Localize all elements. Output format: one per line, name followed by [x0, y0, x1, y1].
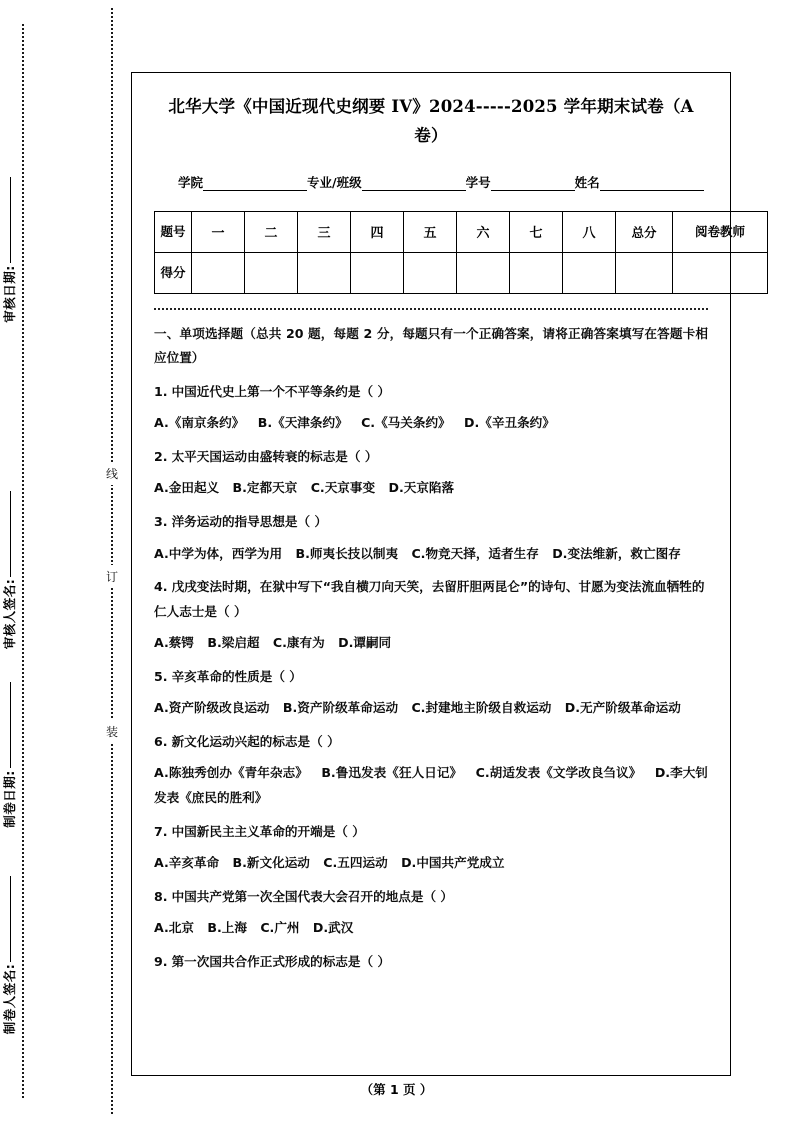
question-number-2: 2. [154, 448, 168, 464]
option-4-c[interactable]: C.康有为 [272, 635, 325, 651]
option-8-a[interactable]: A.北京 [154, 920, 194, 936]
option-1-a[interactable]: A.《南京条约》 [154, 415, 245, 431]
question-stem-6 [154, 730, 708, 755]
option-5-d[interactable]: D.无产阶级革命运动 [564, 700, 681, 716]
question-number-3: 3. [154, 514, 168, 530]
option-6-d[interactable]: D.李大钊发表《庶民的胜利》 [154, 765, 708, 805]
margin-note-rule [10, 682, 11, 768]
question-text-1: 中国近代史上第一个不平等条约是（ ） [171, 383, 391, 399]
seam-char-bind: 订 [103, 565, 121, 588]
question-number-1: 1. [154, 383, 168, 399]
question-options-4 [154, 631, 708, 656]
score-col-8: 八 [563, 211, 616, 252]
question-stem-4 [154, 575, 708, 624]
score-col-3: 三 [298, 211, 351, 252]
student-id-label: 学号 [465, 174, 491, 190]
option-1-b[interactable]: B.《天津条约》 [257, 415, 348, 431]
option-5-c[interactable]: C.封建地主阶级自救运动 [411, 700, 552, 716]
option-2-d[interactable]: D.天京陷落 [388, 480, 455, 496]
name-field[interactable] [575, 173, 704, 191]
question-number-9: 9. [154, 953, 168, 969]
option-2-a[interactable]: A.金田起义 [154, 480, 220, 496]
score-col-6: 六 [457, 211, 510, 252]
score-col-1: 一 [192, 211, 245, 252]
option-5-b[interactable]: B.资产阶级革命运动 [282, 700, 399, 716]
score-cell-4[interactable] [351, 252, 404, 293]
question-text-2: 太平天国运动由盛转衰的标志是（ ） [171, 448, 378, 464]
option-3-a[interactable]: A.中学为体，西学为用 [154, 545, 283, 561]
student-identity-line [154, 173, 708, 191]
option-8-c[interactable]: C.广州 [260, 920, 300, 936]
student-id-blank[interactable] [491, 177, 575, 191]
seam-char-pack: 装 [103, 720, 121, 743]
page-footer: （第 1 页 ） [360, 1082, 433, 1097]
table-row-question-numbers [155, 211, 768, 252]
option-7-a[interactable]: A.辛亥革命 [154, 855, 220, 871]
question-options-5 [154, 696, 708, 721]
question-text-9: 第一次国共合作正式形成的标志是（ ） [171, 953, 391, 969]
student-id-field[interactable] [466, 173, 575, 191]
question-options-8 [154, 916, 708, 941]
inner-dotted-rule [111, 8, 113, 1114]
college-label: 学院 [178, 174, 204, 190]
option-7-d[interactable]: D.中国共产党成立 [401, 855, 505, 871]
section-heading: 一、单项选择题（总共 20 题，每题 2 分，每题只有一个正确答案，请将正确答案填写在答题卡相应位置） [154, 325, 708, 366]
option-5-a[interactable]: A.资产阶级改良运动 [154, 700, 270, 716]
question-number-7: 7. [154, 823, 168, 839]
section-separator [154, 308, 708, 310]
option-6-b[interactable]: B.鲁迅发表《狂人日记》 [321, 765, 463, 781]
score-cell-5[interactable] [404, 252, 457, 293]
option-7-c[interactable]: C.五四运动 [323, 855, 388, 871]
margin-note-rule [10, 491, 11, 577]
score-col-7: 七 [510, 211, 563, 252]
question-text-4: 戊戌变法时期，在狱中写下“我自横刀向天笑，去留肝胆两昆仑”的诗句、甘愿为变法流血牺牲的仁人志士是（ ） [154, 579, 705, 619]
score-col-4: 四 [351, 211, 404, 252]
question-number-6: 6. [154, 733, 168, 749]
question-text-5: 辛亥革命的性质是（ ） [171, 668, 302, 684]
question-options-2 [154, 476, 708, 501]
question-options-1 [154, 411, 708, 436]
margin-note-rule [10, 177, 11, 263]
question-options-6 [154, 761, 708, 810]
question-text-8: 中国共产党第一次全国代表大会召开的地点是（ ） [171, 888, 454, 904]
question-stem-5 [154, 665, 708, 690]
margin-note-label: 审核日期: [2, 265, 17, 323]
score-cell-1[interactable] [192, 252, 245, 293]
score-cell-2[interactable] [245, 252, 298, 293]
option-2-b[interactable]: B.定都天京 [232, 480, 298, 496]
college-blank[interactable] [203, 177, 307, 191]
question-options-7 [154, 851, 708, 876]
score-cell-total[interactable] [616, 252, 673, 293]
margin-note-review-date [0, 120, 18, 380]
question-stem-3 [154, 510, 708, 535]
margin-note-label: 制卷日期: [2, 770, 17, 828]
college-field[interactable] [178, 173, 307, 191]
major-class-blank[interactable] [362, 177, 466, 191]
option-3-c[interactable]: C.物竞天择，适者生存 [411, 545, 539, 561]
question-options-3 [154, 542, 708, 567]
score-table [154, 211, 768, 294]
score-col-2: 二 [245, 211, 298, 252]
seam-char-line: 线 [103, 462, 121, 485]
option-8-b[interactable]: B.上海 [207, 920, 247, 936]
question-number-5: 5. [154, 668, 168, 684]
score-cell-3[interactable] [298, 252, 351, 293]
margin-note-paper-signature [0, 825, 18, 1085]
score-cell-teacher[interactable] [673, 252, 768, 293]
margin-note-rule [10, 876, 11, 962]
option-4-a[interactable]: A.蔡锷 [154, 635, 194, 651]
score-col-total: 总分 [616, 211, 673, 252]
outer-dotted-rule [22, 24, 24, 1098]
margin-note-label: 制卷人签名: [2, 963, 17, 1035]
exam-paper-frame [131, 72, 745, 1076]
score-cell-7[interactable] [510, 252, 563, 293]
page-title: 北华大学《中国近现代史纲要 IV》2024-----2025 学年期末试卷（A 卷） [168, 97, 694, 145]
score-col-5: 五 [404, 211, 457, 252]
question-text-3: 洋务运动的指导思想是（ ） [171, 514, 328, 530]
major-class-field[interactable] [307, 173, 466, 191]
question-stem-1 [154, 380, 708, 405]
table-row-scores [155, 252, 768, 293]
margin-note-label: 审核人签名: [2, 578, 17, 650]
option-3-b[interactable]: B.师夷长技以制夷 [295, 545, 399, 561]
score-cell-8[interactable] [563, 252, 616, 293]
score-table-row2-label: 得分 [155, 252, 192, 293]
option-2-c[interactable]: C.天京事变 [310, 480, 376, 496]
option-8-d[interactable]: D.武汉 [312, 920, 354, 936]
option-1-d[interactable]: D.《辛丑条约》 [464, 415, 555, 431]
question-stem-2 [154, 445, 708, 470]
question-stem-9 [154, 950, 708, 975]
option-3-d[interactable]: D.变法维新，救亡图存 [552, 545, 681, 561]
option-6-c[interactable]: C.胡适发表《文学改良刍议》 [475, 765, 642, 781]
score-table-row1-label: 题号 [155, 211, 192, 252]
question-stem-7 [154, 820, 708, 845]
left-margin-annotations [0, 0, 130, 1122]
name-blank[interactable] [600, 177, 704, 191]
question-stem-8 [154, 885, 708, 910]
option-6-a[interactable]: A.陈独秀创办《青年杂志》 [154, 765, 308, 781]
option-4-d[interactable]: D.谭嗣同 [338, 635, 392, 651]
question-number-4: 4. [154, 579, 168, 595]
score-cell-6[interactable] [457, 252, 510, 293]
score-col-teacher: 阅卷教师 [673, 211, 768, 252]
name-label: 姓名 [574, 174, 600, 190]
question-text-6: 新文化运动兴起的标志是（ ） [171, 733, 340, 749]
question-number-8: 8. [154, 888, 168, 904]
option-1-c[interactable]: C.《马关条约》 [361, 415, 451, 431]
option-7-b[interactable]: B.新文化运动 [232, 855, 310, 871]
major-class-label: 专业/班级 [307, 174, 362, 190]
question-text-7: 中国新民主主义革命的开端是（ ） [171, 823, 365, 839]
question-body [154, 322, 708, 974]
option-4-b[interactable]: B.梁启超 [207, 635, 260, 651]
